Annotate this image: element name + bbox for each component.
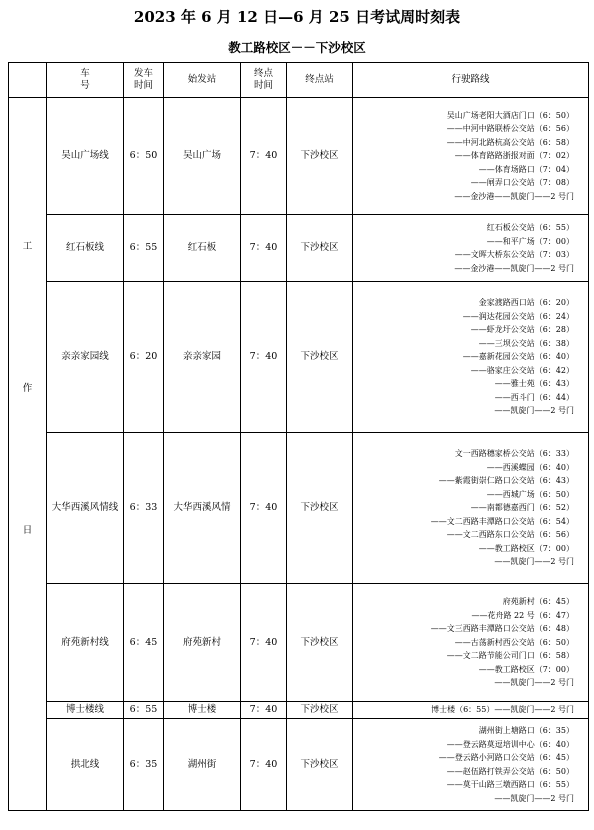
route-stop: ——紫霞街崇仁路口公交站（6：43） (438, 476, 574, 486)
end-time-cell: 7：40 (241, 584, 287, 702)
route-cell (353, 98, 589, 215)
route-stop: ——凯旋门——2 号门 (494, 793, 574, 803)
terminal-cell: 下沙校区 (287, 98, 353, 215)
timetable (8, 62, 589, 811)
route-stop: ——嘉新花园公交站（6：40） (462, 352, 574, 362)
origin-cell: 红石板 (164, 215, 241, 282)
header-blank (9, 63, 47, 98)
end-time-cell: 7：40 (241, 702, 287, 719)
table-row (9, 215, 589, 282)
page-subtitle: 教工路校区－－下沙校区 (228, 40, 366, 55)
terminal-cell: 下沙校区 (287, 584, 353, 702)
timetable-body (9, 98, 589, 811)
table-row (9, 584, 589, 702)
origin-cell: 博士楼 (164, 702, 241, 719)
header-line-no: 车 号 (47, 63, 124, 98)
end-time-cell: 7：40 (241, 282, 287, 433)
route-stop: ——凯旋门——2 号门 (494, 557, 574, 567)
header-terminal: 终点站 (287, 63, 353, 98)
line-name-cell: 大华西溪风情线 (47, 433, 124, 584)
route-stop: ——西城广场（6：50） (486, 489, 574, 499)
route-stop: ——闸弄口公交站（7：08） (470, 178, 574, 188)
route-stop: ——花舟路 22 号（6：47） (471, 610, 574, 620)
header-route: 行驶路线 (353, 63, 589, 98)
header-end-time: 终点 时间 (241, 63, 287, 98)
route-stop: ——西斗门（6：44） (494, 392, 574, 402)
route-cell (353, 433, 589, 584)
line-name-cell: 吴山广场线 (47, 98, 124, 215)
route-stop: ——登云路小河路口公交站（6：45） (438, 753, 574, 762)
route-stop: ——莫干山路三墩西路口（6：55） (446, 780, 574, 789)
route-stop: 吴山广场老阳大酒店门口（6：50） (446, 110, 574, 120)
route-stop: ——凯旋门——2 号门 (494, 406, 574, 416)
route-cell (353, 215, 589, 282)
header-row (9, 63, 589, 98)
depart-time-cell: 6：55 (124, 702, 164, 719)
origin-cell: 亲亲家园 (164, 282, 241, 433)
line-name-cell: 拱北线 (47, 719, 124, 811)
route-cell (353, 719, 589, 811)
route-stop: 湖州街上塘路口（6：35） (478, 726, 574, 735)
table-row (9, 433, 589, 584)
header-depart-time: 发车 时间 (124, 63, 164, 98)
end-time-cell: 7：40 (241, 719, 287, 811)
route-stop: ——教工路校区（7：00） (478, 664, 574, 674)
route-stop: ——体育路路浙报对面（7：02） (454, 151, 574, 161)
day-group-char: 工 (22, 241, 33, 253)
end-time-cell: 7：40 (241, 215, 287, 282)
route-stop: 文一西路穗家桥公交站（6：33） (454, 449, 574, 459)
route-stop: ——教工路校区（7：00） (478, 543, 574, 553)
header-origin: 始发站 (164, 63, 241, 98)
table-row (9, 98, 589, 215)
route-stop: ——南都德嘉西门（6：52） (470, 503, 574, 513)
route-stop: ——骆家庄公交站（6：42） (470, 365, 574, 375)
terminal-cell: 下沙校区 (287, 215, 353, 282)
origin-cell: 大华西溪风情 (164, 433, 241, 584)
route-cell (353, 282, 589, 433)
depart-time-cell: 6：35 (124, 719, 164, 811)
depart-time-cell: 6：20 (124, 282, 164, 433)
route-stop: ——西溪蝶园（6：40） (486, 462, 574, 472)
depart-time-cell: 6：45 (124, 584, 164, 702)
route-stop: ——古荡新村西公交站（6：50） (454, 637, 574, 647)
terminal-cell: 下沙校区 (287, 433, 353, 584)
route-stop: ——雅士苑（6：43） (494, 379, 574, 389)
route-stop: 博士楼（6：55）——凯旋门——2 号门 (431, 705, 574, 715)
route-stop: ——文二西路丰潭路口公交站（6：54） (430, 516, 574, 526)
route-stop: ——文二西路东口公交站（6：56） (446, 530, 574, 540)
route-stop: 红石板公交站（6：55） (486, 223, 574, 232)
line-name-cell: 博士楼线 (47, 702, 124, 719)
route-stop: ——赵伍路打铁弄公交站（6：50） (446, 766, 574, 776)
route-stop: 金家渡路西口站（6：20） (478, 298, 574, 308)
route-stop: ——金沙港——凯旋门——2 号门 (454, 191, 574, 201)
route-stop: ——中河北路杭高公交站（6：58） (446, 137, 574, 147)
table-row (9, 702, 589, 719)
origin-cell: 吴山广场 (164, 98, 241, 215)
end-time-cell: 7：40 (241, 98, 287, 215)
route-cell (353, 702, 589, 719)
table-row (9, 719, 589, 811)
day-group-char: 作 (22, 383, 33, 395)
route-stop: ——凯旋门——2 号门 (494, 678, 574, 688)
depart-time-cell: 6：33 (124, 433, 164, 584)
depart-time-cell: 6：55 (124, 215, 164, 282)
route-stop: ——虾龙圩公交站（6：28） (470, 325, 574, 335)
route-stop: ——三坝公交站（6：38） (478, 338, 574, 348)
route-stop: ——体育场路口（7：04） (478, 164, 574, 174)
line-name-cell: 府苑新村线 (47, 584, 124, 702)
route-stop: ——中河中路联桥公交站（6：56） (446, 124, 574, 134)
route-stop: ——金沙港——凯旋门——2 号门 (454, 263, 574, 273)
route-stop: ——登云路莫逗培训中心（6：40） (446, 739, 574, 749)
terminal-cell: 下沙校区 (287, 282, 353, 433)
route-stop: ——文晖大桥东公交站（7：03） (454, 250, 574, 259)
route-stop: ——和平广场（7：00） (486, 236, 574, 246)
origin-cell: 湖州街 (164, 719, 241, 811)
origin-cell: 府苑新村 (164, 584, 241, 702)
route-stop: ——文三西路丰潭路口公交站（6：48） (430, 624, 574, 634)
route-stop: ——文二路节能公司门口（6：58） (446, 651, 574, 661)
end-time-cell: 7：40 (241, 433, 287, 584)
route-stop: ——润达花园公交站（6：24） (462, 311, 574, 321)
route-cell (353, 584, 589, 702)
page-title: 2023 年 6 月 12 日—6 月 25 日考试周时刻表 (133, 8, 461, 26)
route-stop: 府苑新村（6：45） (502, 597, 574, 607)
terminal-cell: 下沙校区 (287, 719, 353, 811)
line-name-cell: 红石板线 (47, 215, 124, 282)
table-row (9, 282, 589, 433)
depart-time-cell: 6：50 (124, 98, 164, 215)
terminal-cell: 下沙校区 (287, 702, 353, 719)
line-name-cell: 亲亲家园线 (47, 282, 124, 433)
day-group-char: 日 (22, 524, 33, 536)
day-group-cell (9, 98, 47, 811)
